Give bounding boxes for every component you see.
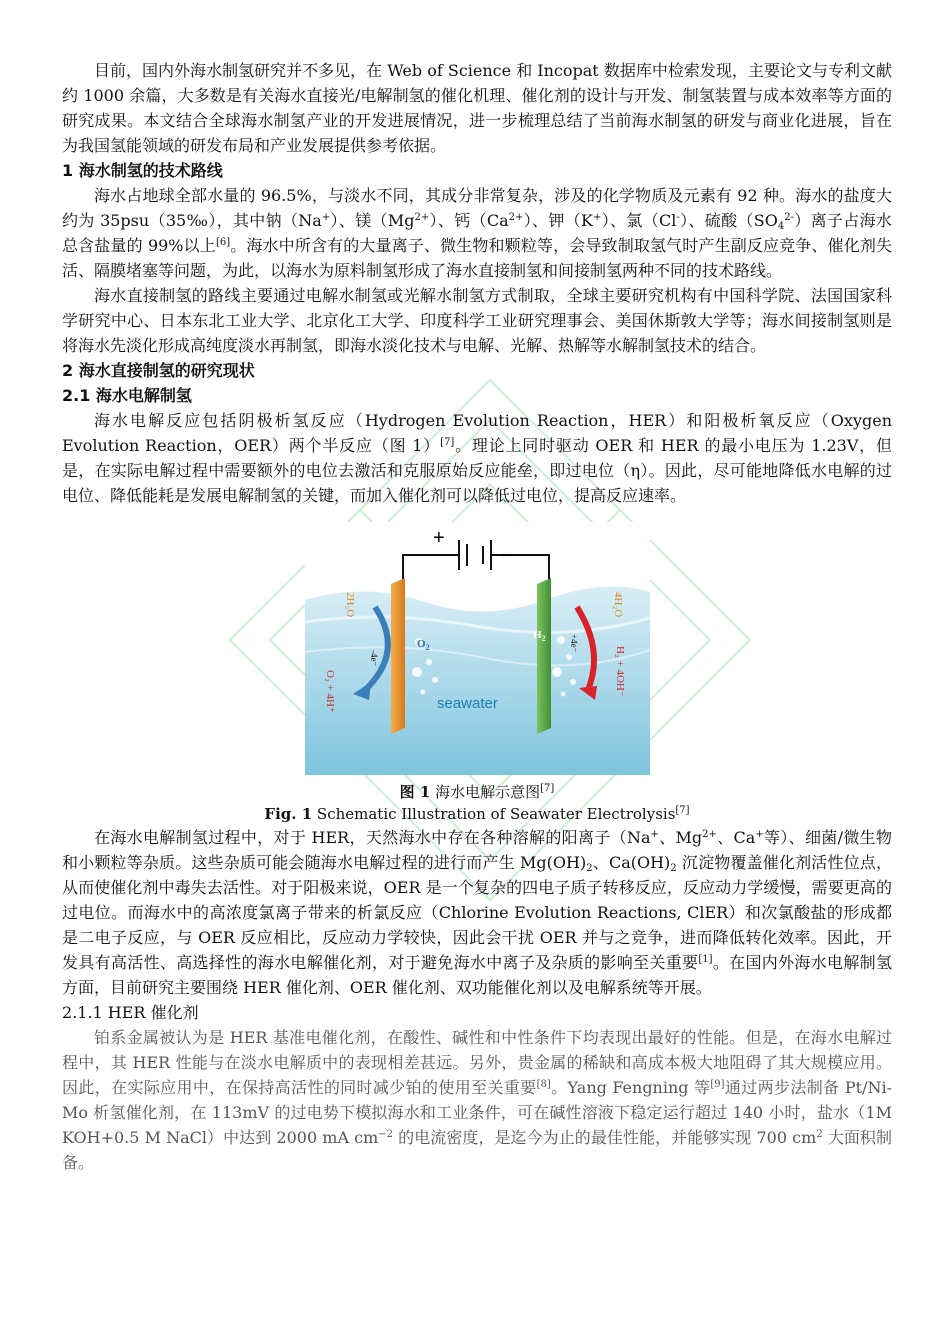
label-h2: $H_2$ [533,629,546,643]
subsection-heading-2-1-1: 2.1.1 HER 催化剂 [62,1003,199,1022]
cathode-electrode [537,578,551,734]
citation-1: [1] [698,954,713,965]
label-seawater: seawater [437,695,498,712]
section-heading-2: 2 海水直接制氢的研究现状 [62,361,255,380]
document-body [62,58,892,1175]
paragraph-seawater-composition: 海水占地球全部水量的 96.5%，与淡水不同，其成分非常复杂，涉及的化学物质及元素有 92 种。海水的盐度大约为 35psu（35‰），其中钠（Na+）、镁$(Mg^{2+})$、钙$(Ca^{2+})$、钾（K+）、氯（Cl-）、硫酸$(SO_4^{2-})$离子占海水总含盐量的 99%以上[6]。海水中所含有的大量离子、微生物和颗粒等，会导致制取氢气时产生副反应竞争、催化剂失活、隔膜堵塞等问题，为此，以海水为原料制氢形成了海水直接制氢和间接制氢两种不同的技术路线。 [62,186,892,280]
section-heading-1: 1 海水制氢的技术路线 [62,161,223,180]
label-plus-4e: +4e⁻ [569,634,579,653]
paragraph-intro: 目前，国内外海水制氢研究并不多见，在 Web of Science 和 Incopat 数据库中检索发现，主要论文与专利文献约 1000 余篇，大多数是有关海水直接光/电解制氢的催化机理、催化剂的设计与开发、制氢装置与成本效率等方面的研究成果。本文结合全球海水制氢产业的开发进展情况，进一步梳理总结了当前海水制氢的研发与商业化进展，旨在为我国氢能领域的研发布局和产业发展提供参考依据。 [62,61,892,155]
label-4h2o: 4H₂O [612,592,624,618]
citation-6: [6] [215,237,231,248]
figure-caption-cn: 图 1 海水电解示意图[7] [399,783,555,801]
paragraph-her-catalysts: 铂系金属被认为是 HER 基准电催化剂，在酸性、碱性和中性条件下均表现出最好的性能。但是，在海水电解过程中，其 HER 性能与在淡水电解质中的表现相差甚远。另外，贵金属的稀缺和高成本极大地阻碍了其大规模应用。因此，在实际应用中，在保持高活性的同时减少铂的使用至关重要[8]。Yang Fengning 等[9]通过两步法制备 Pt/Ni-Mo 析氢催化剂，在 113mV 的过电势下模拟海水和工业条件，可在碱性溶液下稳定运行超过 140 小时，盐水（1M KOH+0.5 M NaCl）中达到 2000 mA $cm^{-2}$ 的电流密度，是迄今为止的最佳性能，并能够实现 700 $cm^2$ 大面积制备。 [62,1028,892,1172]
plus-terminal: + [433,527,445,549]
anode-electrode [391,578,405,734]
paragraph-impurities: 在海水电解制氢过程中，对于 HER，天然海水中存在各种溶解的阳离子（Na+、$Mg^{2+}$、Ca+等）、细菌/微生物和小颗粒等杂质。这些杂质可能会随海水电解过程的进行而产生 $Mg(OH)_2$、$Ca(OH)_2$ 沉淀物覆盖催化剂活性位点，从而使催化剂中毒失去活性。对于阳极来说，OER 是一个复杂的四电子质子转移反应，反应动力学缓慢，需要更高的过电位。而海水中的高浓度氯离子带来的析氯反应（Chlorine Evolution Reactions, ClER）和次氯酸盐的形成都是二电子反应，与 OER 反应相比，反应动力学较快，因此会干扰 OER 并与之竞争，进而降低转化效率。因此，开发具有高活性、高选择性的海水电解催化剂，对于避免海水中离子及杂质的影响至关重要[1]。在国内外海水电解制氢方面，目前研究主要围绕 HER 催化剂、OER 催化剂、双功能催化剂以及电解系统等开展。 [62,828,892,997]
citation-9: [9] [710,1079,725,1090]
subsection-heading-2-1: 2.1 海水电解制氢 [62,386,192,405]
label-o2-4h: O₂ + 4H⁺ [324,670,336,713]
citation-7: [7] [440,437,455,448]
label-h2-4oh: H₂ + 4OH⁻ [614,646,626,697]
paragraph-electrolysis: 海水电解反应包括阴极析氢反应（Hydrogen Evolution Reaction，HER）和阳极析氧反应（Oxygen Evolution Reaction，OER）两个半反应（图 1）[7]。理论上同时驱动 OER 和 HER 的最小电压为 1.23V，但是，在实际电解过程中需要额外的电位去激活和克服原始反应能垒，即过电位（η）。因此，尽可能地降低水电解的过电位、降低能耗是发展电解制氢的关键，而加入催化剂可以降低过电位，提高反应速率。 [62,411,892,505]
figure-caption-en: Fig. 1 Schematic Illustration of Seawater Electrolysis[7] [264,805,690,823]
paragraph-routes: 海水直接制氢的路线主要通过电解水制氢或光解水制氢方式制取，全球主要研究机构有中国科学院、法国国家科学研究中心、日本东北工业大学、北京化工大学、印度科学工业研究理事会、美国休斯敦大学等；海水间接制氢则是将海水先淡化形成高纯度淡水再制氢，即海水淡化技术与电解、光解、热解等水解制氢技术的结合。 [62,286,892,355]
label-o2: $O_2$ [417,638,430,652]
minus-terminal: − [501,545,513,567]
label-2h2o: 2H₂O [344,592,356,618]
figure-seawater-electrolysis [305,522,650,775]
label-minus-4e: -4e⁻ [369,650,379,667]
citation-8: [8] [536,1079,551,1090]
